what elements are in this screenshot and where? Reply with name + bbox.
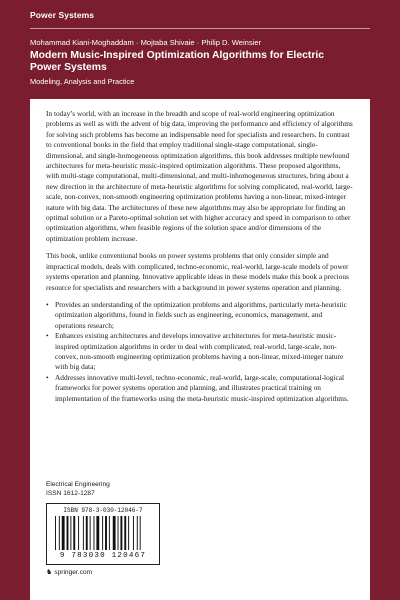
blurb-paragraph: In today’s world, with an increase in the breadth and scope of real-world engineering optimization problems as well as with the advent of big data, improving the performance and efficiency of algorithms for solving such problems has become an indispensable need for specialists and researchers. In contrast to conventional books in the field that employ traditional single-stage computational, single-dimensional, and single-homogeneous optimization algorithms, this book addresses multiple newfound architectures for meta-heuristic music-inspired optimization algorithms. These proposed algorithms, with multi-stage computational, multi-dimensional, and multi-inhomogeneous structures, bring about a new direction in the architecture of meta-heuristic algorithms for solving complicated, real-world, large-scale, non-convex, non-smooth engineering optimization problems having a non-linear, mixed-integer nature with big data. The architectures of these new algorithms may also be appropriate for finding an optimal solution or a Pareto-optimal solution set with higher accuracy and speed in comparison to other optimization algorithms, when feasible regions of the solution space and/or dimensions of the optimization problem increase. [46, 109, 353, 243]
bullet-icon: • [46, 331, 49, 341]
back-cover-panel [30, 99, 370, 600]
header-rule [30, 28, 370, 29]
feature-item [46, 373, 354, 404]
feature-text: Enhances existing architectures and develops innovative architectures for meta-heuristic music-inspired optimization algorithms in order to deal with complicated, real-world, large-scale, non-convex, non-smooth engineering optimization problems having a non-linear, mixed-integer nature with big data; [55, 331, 344, 372]
barcode-graphic [55, 516, 151, 552]
publisher [46, 568, 92, 576]
blurb [46, 109, 354, 404]
feature-text: Addresses innovative multi-level, techno-economic, real-world, large-scale, computational-logical frameworks for power systems operation and planning, and illustrates practical training on implementation of the frameworks using the meta-heuristic music-inspired optimization algorithms. [55, 372, 349, 403]
authors: Mohammad Kiani-Moghaddam · Mojtaba Shivaie · Philip D. Weinsier [30, 38, 262, 47]
springer-horse-icon: ♞ [46, 569, 53, 576]
barcode-digits: 9 783030 120467 [59, 552, 147, 560]
book-title: Modern Music-Inspired Optimization Algorithms for Electric Power Systems [30, 50, 325, 73]
subject-label: Electrical Engineering [46, 481, 110, 488]
bullet-icon: • [46, 299, 49, 309]
publisher-url: springer.com [54, 569, 93, 576]
feature-text: Provides an understanding of the optimization problems and algorithms, particularly meta-heuristic optimization algorithms, found in fields such as engineering, economics, management, and operations research; [55, 299, 347, 330]
bullet-icon: • [46, 372, 49, 382]
feature-list [46, 300, 354, 404]
book-subtitle: Modeling, Analysis and Practice [30, 77, 135, 86]
series-name: Power Systems [30, 10, 95, 20]
isbn-label: ISBN 978-3-030-12046-7 [63, 507, 143, 514]
imprint-info [46, 480, 110, 498]
barcode-box [46, 503, 160, 565]
feature-item [46, 331, 354, 373]
feature-item [46, 300, 354, 331]
issn: ISSN 1612-1287 [46, 490, 95, 497]
blurb-paragraph: This book, unlike conventional books on power systems problems that only consider simple and impractical models, deals with complicated, techno-economic, real-world, large-scale models of power systems operation and planning. Innovative applicable ideas in these models make this book a precious resource for specialists and researchers with a background in power systems operation and planning. [46, 251, 349, 292]
